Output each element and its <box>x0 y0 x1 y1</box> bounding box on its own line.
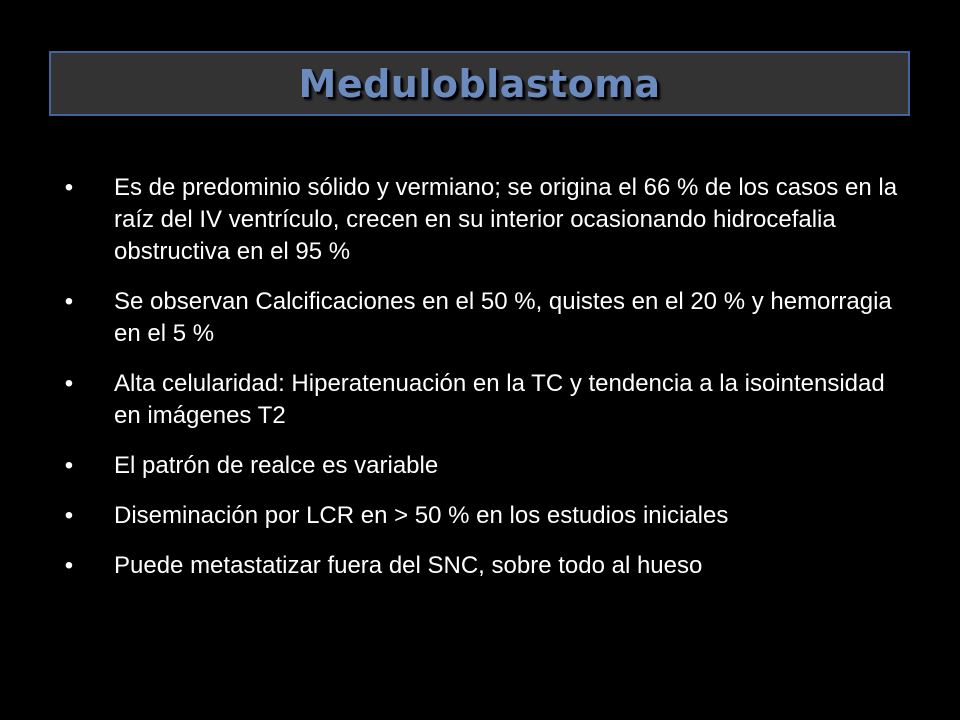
bullet-text: Puede metastatizar fuera del SNC, sobre todo al hueso <box>114 552 703 579</box>
bullet-marker: • <box>64 174 74 201</box>
bullet-item <box>59 172 909 268</box>
bullet-text: Se observan Calcificaciones en el 50 %, quistes en el 20 % y hemorragia en el 5 % <box>114 288 892 347</box>
bullet-marker: • <box>64 552 74 579</box>
title-box <box>49 51 910 116</box>
bullet-item <box>59 368 909 432</box>
slide-title: Meduloblastoma <box>298 61 661 106</box>
bullet-marker: • <box>64 452 74 479</box>
bullet-marker: • <box>64 370 74 397</box>
bullet-marker: • <box>64 502 74 529</box>
bullet-text: Es de predominio sólido y vermiano; se origina el 66 % de los casos en la raíz del IV ventrículo, crecen en su interior ocasionando hidrocefalia obstructiva en el 95 % <box>114 174 898 265</box>
bullet-item <box>59 450 909 482</box>
bullet-item <box>59 286 909 350</box>
bullet-text: El patrón de realce es variable <box>114 452 439 479</box>
bullet-text: Diseminación por LCR en > 50 % en los estudios iniciales <box>114 502 729 529</box>
bullet-item <box>59 550 909 582</box>
bullet-item <box>59 500 909 532</box>
bullet-list <box>59 172 909 600</box>
bullet-marker: • <box>64 288 74 315</box>
bullet-text: Alta celularidad: Hiperatenuación en la TC y tendencia a la isointensidad en imágenes T2 <box>114 370 885 429</box>
